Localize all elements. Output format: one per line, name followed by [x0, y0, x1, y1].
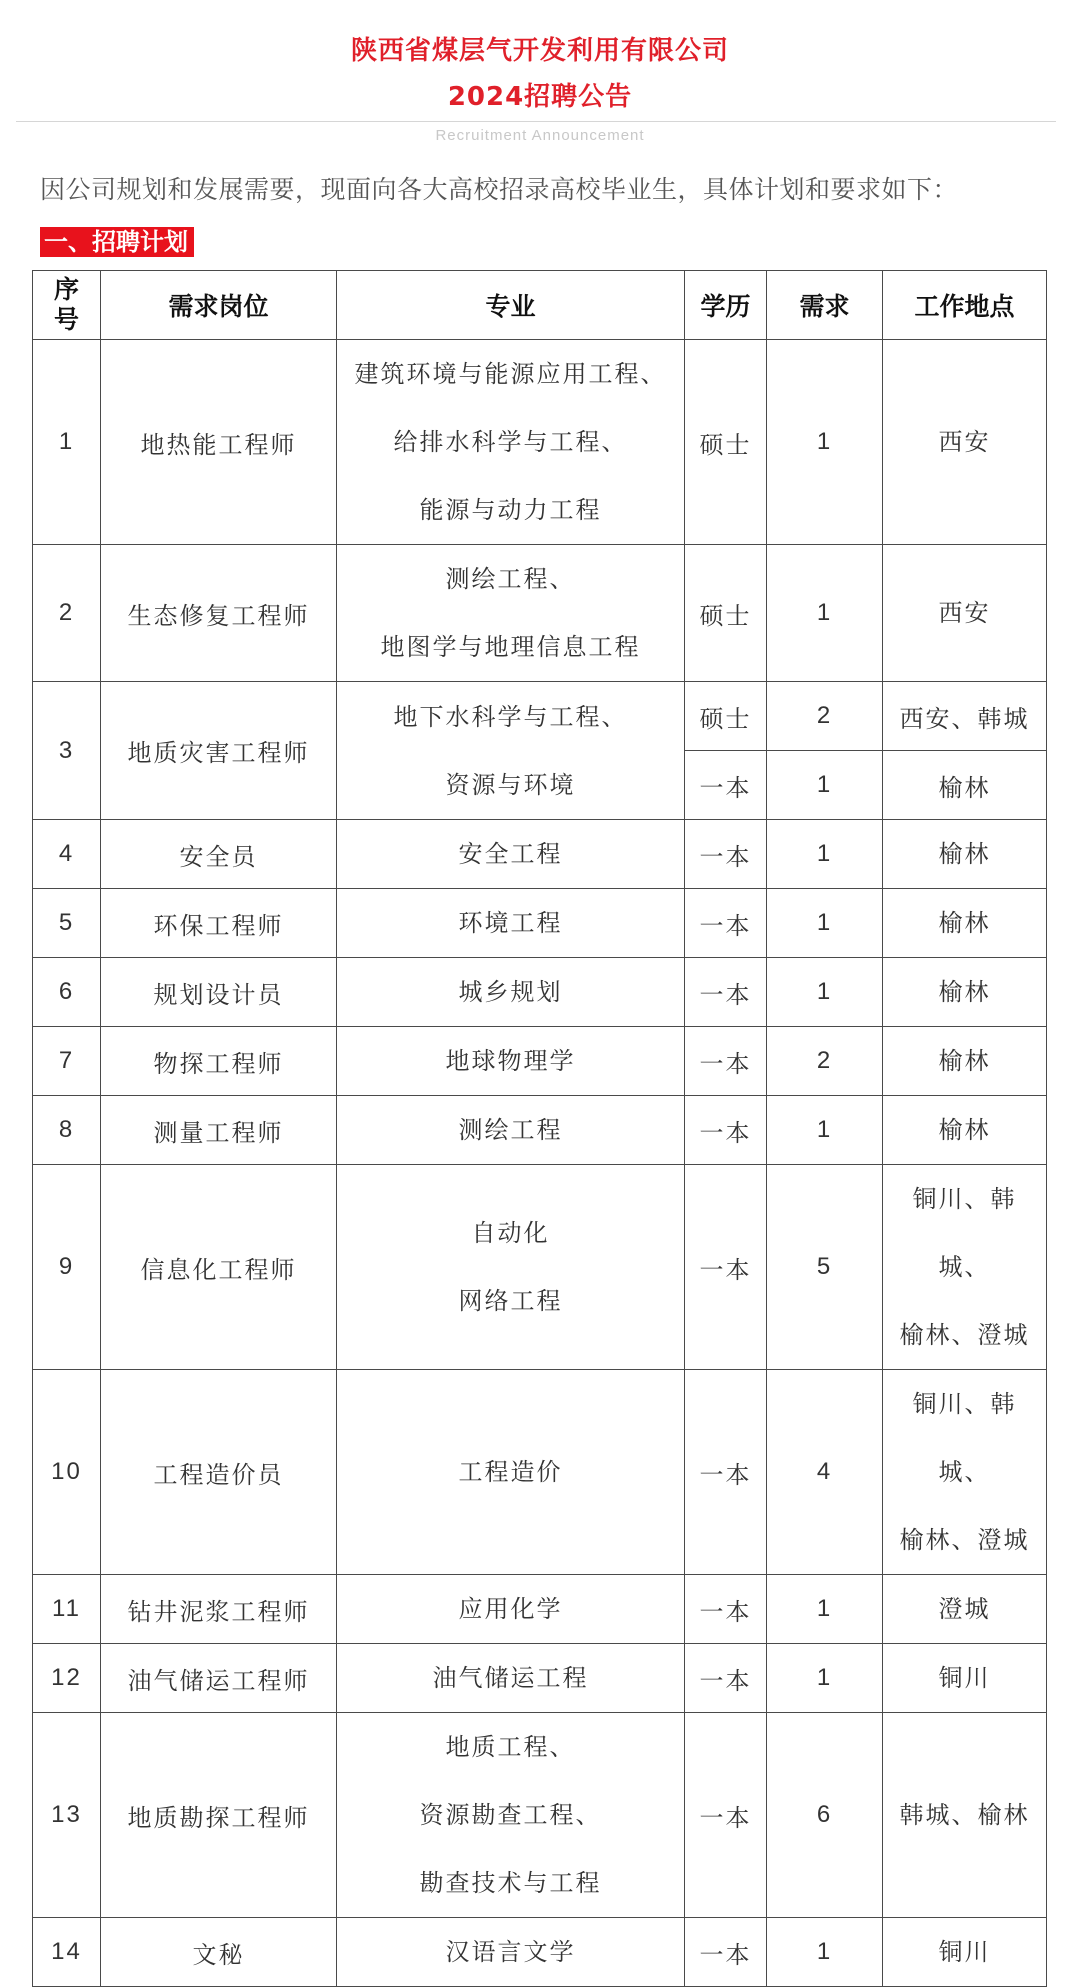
cell-position: 钻井泥浆工程师 — [101, 1575, 337, 1644]
cell-education: 一本 — [685, 820, 767, 889]
cell-major — [337, 1165, 685, 1370]
cell-position: 文秘 — [101, 1918, 337, 1987]
table-body — [33, 340, 1047, 1987]
cell-seq: 7 — [33, 1027, 101, 1096]
header-major: 专业 — [337, 271, 685, 340]
table-row — [33, 1644, 1047, 1713]
cell-line: 榆林、澄城 — [899, 1321, 1030, 1349]
table-row — [33, 1027, 1047, 1096]
cell-major — [337, 1575, 685, 1644]
cell-major — [337, 958, 685, 1027]
cell-line: 铜川 — [938, 1938, 991, 1966]
cell-line: 地下水科学与工程、 — [393, 702, 628, 731]
cell-line: 应用化学 — [458, 1595, 563, 1623]
cell-line: 地图学与地理信息工程 — [380, 633, 641, 661]
cell-demand: 1 — [767, 751, 883, 820]
cell-location — [883, 1370, 1047, 1575]
cell-location — [883, 1165, 1047, 1370]
subtitle: Recruitment Announcement — [435, 127, 645, 144]
table-row — [33, 1370, 1047, 1575]
cell-education: 一本 — [685, 1096, 767, 1165]
cell-education: 一本 — [685, 751, 767, 820]
cell-demand: 1 — [767, 1918, 883, 1987]
cell-major — [337, 1918, 685, 1987]
cell-demand: 1 — [767, 889, 883, 958]
cell-location — [883, 1575, 1047, 1644]
cell-education: 一本 — [685, 889, 767, 958]
company-title: 陕西省煤层气开发利用有限公司 — [350, 36, 729, 66]
table-row — [33, 1918, 1047, 1987]
cell-seq: 5 — [33, 889, 101, 958]
cell-major — [337, 682, 685, 820]
cell-position: 环保工程师 — [101, 889, 337, 958]
cell-major — [337, 1713, 685, 1918]
header-education: 学历 — [685, 271, 767, 340]
cell-line: 资源与环境 — [445, 770, 576, 799]
cell-position: 油气储运工程师 — [101, 1644, 337, 1713]
cell-line: 油气储运工程 — [432, 1664, 589, 1692]
cell-line: 榆林、澄城 — [899, 1526, 1030, 1554]
cell-major — [337, 1027, 685, 1096]
cell-line: 榆林 — [938, 978, 991, 1006]
cell-line: 榆林 — [938, 840, 991, 868]
cell-location — [883, 340, 1047, 545]
cell-demand: 1 — [767, 1644, 883, 1713]
cell-demand: 1 — [767, 820, 883, 889]
cell-location — [883, 1027, 1047, 1096]
cell-line: 资源勘查工程、 — [419, 1801, 602, 1829]
cell-education: 一本 — [685, 1644, 767, 1713]
cell-line: 韩城、榆林 — [899, 1801, 1030, 1829]
cell-demand: 1 — [767, 1575, 883, 1644]
cell-major — [337, 545, 685, 682]
cell-line: 地质工程、 — [445, 1733, 576, 1761]
cell-seq: 6 — [33, 958, 101, 1027]
cell-position: 规划设计员 — [101, 958, 337, 1027]
table-row — [33, 1165, 1047, 1370]
cell-demand: 2 — [767, 1027, 883, 1096]
cell-major — [337, 1644, 685, 1713]
title-block — [0, 28, 1080, 120]
header-seq: 序 号 — [33, 271, 101, 340]
cell-major — [337, 889, 685, 958]
cell-major — [337, 1096, 685, 1165]
cell-education: 一本 — [685, 1370, 767, 1575]
table-row — [33, 820, 1047, 889]
table-header-row — [33, 271, 1047, 340]
cell-line: 建筑环境与能源应用工程、 — [354, 360, 667, 388]
table-row — [33, 682, 1047, 751]
table-row — [33, 1713, 1047, 1918]
cell-line: 铜川、韩城、 — [912, 1390, 1017, 1486]
table-row — [33, 1575, 1047, 1644]
cell-location: 榆林 — [883, 751, 1047, 820]
cell-position: 信息化工程师 — [101, 1165, 337, 1370]
cell-line: 测绘工程 — [458, 1116, 563, 1144]
cell-position: 地质勘探工程师 — [101, 1713, 337, 1918]
cell-seq: 13 — [33, 1713, 101, 1918]
cell-position: 工程造价员 — [101, 1370, 337, 1575]
cell-education: 硕士 — [685, 340, 767, 545]
cell-line: 西安 — [938, 428, 991, 456]
header-location: 工作地点 — [883, 271, 1047, 340]
cell-line: 澄城 — [938, 1595, 991, 1623]
cell-line: 铜川、韩城、 — [912, 1185, 1017, 1281]
cell-location — [883, 1713, 1047, 1918]
cell-education: 一本 — [685, 1713, 767, 1918]
cell-line: 能源与动力工程 — [419, 496, 602, 524]
cell-major — [337, 820, 685, 889]
table-row — [33, 1096, 1047, 1165]
cell-line: 测绘工程、 — [445, 565, 576, 593]
cell-education: 一本 — [685, 1027, 767, 1096]
cell-line: 工程造价 — [458, 1458, 563, 1486]
recruitment-plan-table — [32, 270, 1047, 1987]
cell-seq: 2 — [33, 545, 101, 682]
table-row — [33, 958, 1047, 1027]
cell-line: 勘查技术与工程 — [419, 1869, 602, 1897]
cell-line: 城乡规划 — [458, 978, 563, 1006]
cell-seq: 8 — [33, 1096, 101, 1165]
cell-location — [883, 958, 1047, 1027]
cell-line: 铜川 — [938, 1664, 991, 1692]
cell-seq: 9 — [33, 1165, 101, 1370]
cell-education: 一本 — [685, 1575, 767, 1644]
cell-demand: 6 — [767, 1713, 883, 1918]
cell-position: 地质灾害工程师 — [101, 682, 337, 820]
cell-line: 给排水科学与工程、 — [393, 428, 628, 456]
intro-paragraph: 因公司规划和发展需要，现面向各大高校招录高校毕业生，具体计划和要求如下： — [40, 175, 959, 204]
cell-demand: 2 — [767, 682, 883, 751]
cell-seq: 1 — [33, 340, 101, 545]
cell-location — [883, 889, 1047, 958]
cell-seq: 10 — [33, 1370, 101, 1575]
cell-location — [883, 1918, 1047, 1987]
cell-line: 地球物理学 — [445, 1047, 576, 1075]
cell-line: 网络工程 — [458, 1287, 563, 1315]
cell-location — [883, 1644, 1047, 1713]
cell-line: 环境工程 — [458, 909, 563, 937]
cell-position: 物探工程师 — [101, 1027, 337, 1096]
cell-line: 榆林 — [938, 1047, 991, 1075]
cell-demand: 5 — [767, 1165, 883, 1370]
cell-demand: 1 — [767, 1096, 883, 1165]
cell-location — [883, 1096, 1047, 1165]
cell-demand: 1 — [767, 958, 883, 1027]
cell-education: 硕士 — [685, 682, 767, 751]
header-demand: 需求 — [767, 271, 883, 340]
header-position: 需求岗位 — [101, 271, 337, 340]
cell-seq: 14 — [33, 1918, 101, 1987]
cell-education: 硕士 — [685, 545, 767, 682]
cell-major — [337, 340, 685, 545]
section-heading: 一、招聘计划 — [40, 227, 194, 257]
cell-education: 一本 — [685, 1918, 767, 1987]
cell-seq: 11 — [33, 1575, 101, 1644]
cell-position: 安全员 — [101, 820, 337, 889]
announcement-title: 2024招聘公告 — [447, 82, 633, 112]
cell-seq: 12 — [33, 1644, 101, 1713]
cell-demand: 1 — [767, 340, 883, 545]
cell-education: 一本 — [685, 1165, 767, 1370]
cell-demand: 4 — [767, 1370, 883, 1575]
cell-line: 安全工程 — [458, 840, 563, 868]
cell-line: 榆林 — [938, 1116, 991, 1144]
title-divider — [16, 121, 1056, 122]
cell-seq: 4 — [33, 820, 101, 889]
cell-major — [337, 1370, 685, 1575]
cell-seq: 3 — [33, 682, 101, 820]
cell-line: 自动化 — [471, 1219, 550, 1247]
cell-location: 西安、韩城 — [883, 682, 1047, 751]
cell-education: 一本 — [685, 958, 767, 1027]
cell-line: 西安 — [938, 599, 991, 627]
cell-position: 地热能工程师 — [101, 340, 337, 545]
table-row — [33, 889, 1047, 958]
cell-position: 测量工程师 — [101, 1096, 337, 1165]
cell-demand: 1 — [767, 545, 883, 682]
cell-line: 榆林 — [938, 909, 991, 937]
table-row — [33, 340, 1047, 545]
table-row — [33, 545, 1047, 682]
cell-location — [883, 545, 1047, 682]
cell-line: 汉语言文学 — [445, 1938, 576, 1966]
cell-position: 生态修复工程师 — [101, 545, 337, 682]
cell-location — [883, 820, 1047, 889]
